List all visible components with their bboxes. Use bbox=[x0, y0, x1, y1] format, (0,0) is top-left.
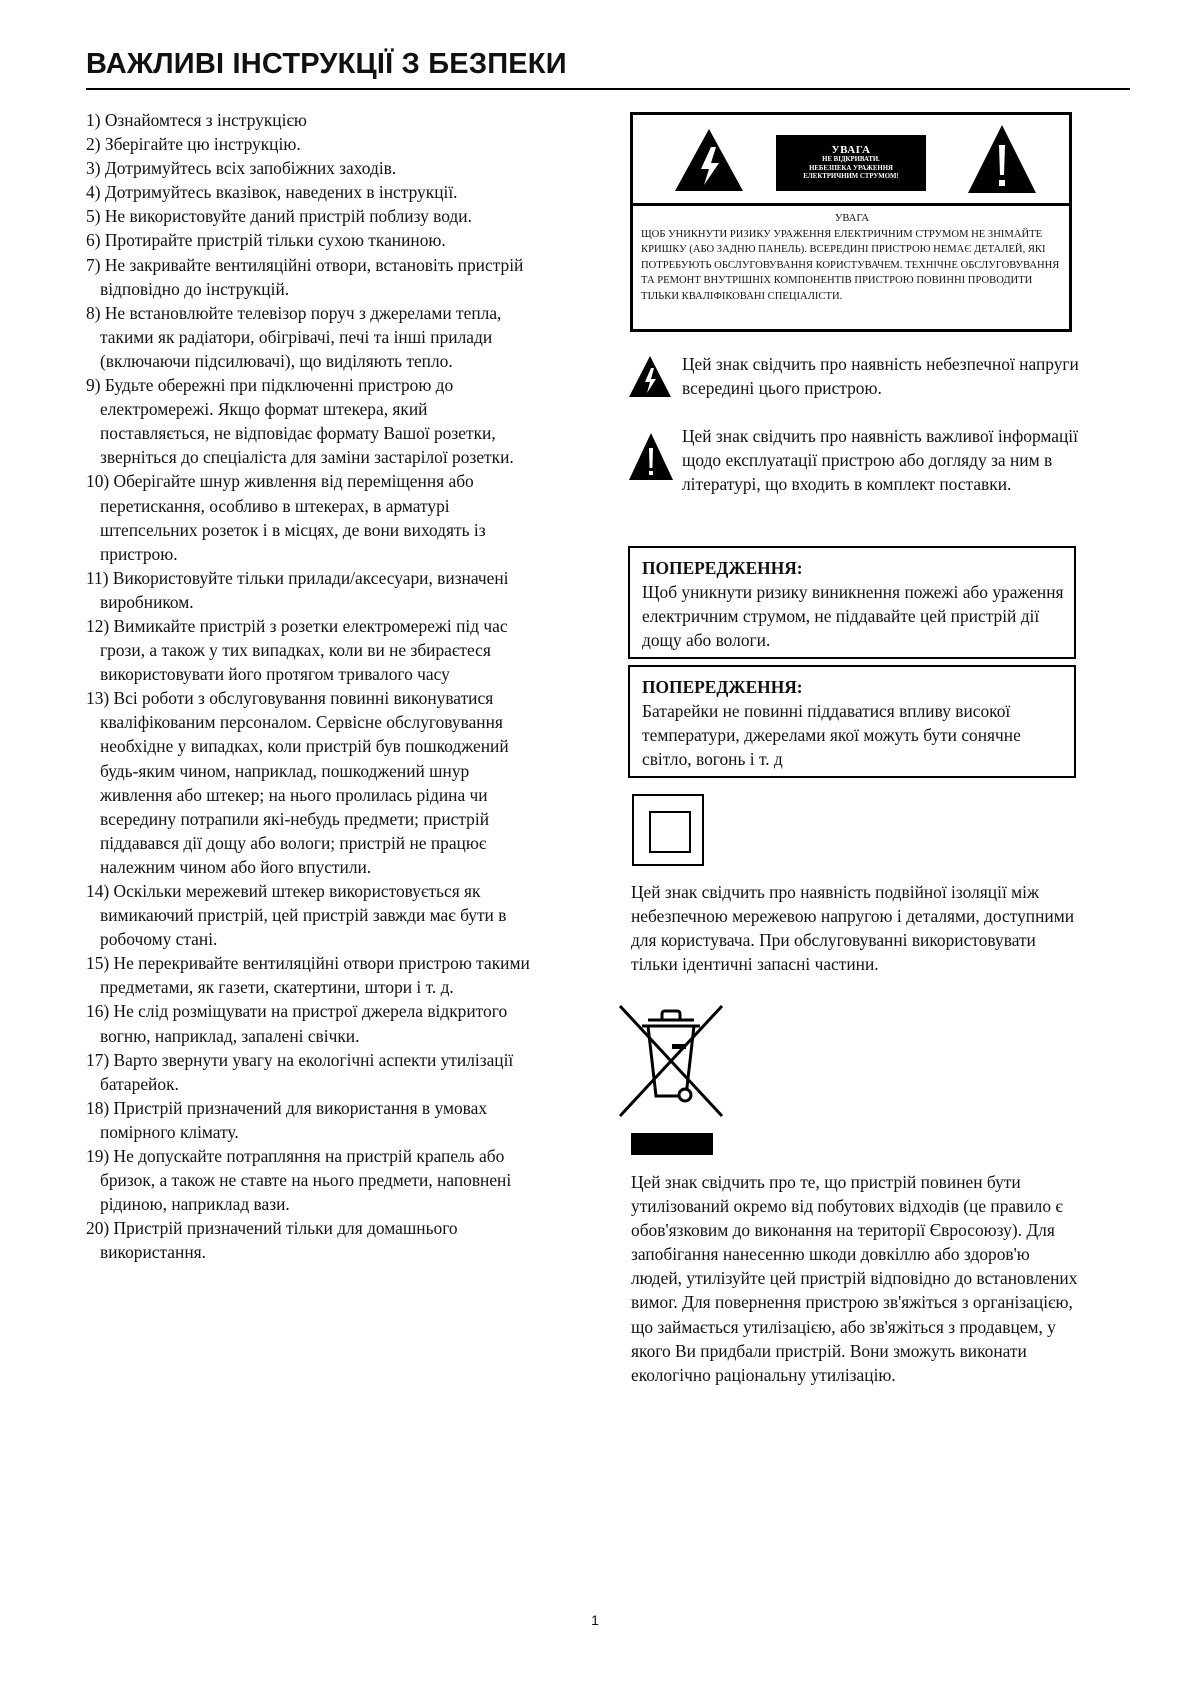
double-insulation-icon bbox=[632, 794, 704, 866]
instruction-item: 19) Не допускайте потрапляння на пристрій крапель або бризок, а також не ставте на нього предмети, наповнені рідиною, наприклад вази. bbox=[86, 1146, 512, 1215]
instruction-item: 4) Дотримуйтесь вказівок, наведених в інструкції. bbox=[86, 182, 458, 203]
instruction-item: 13) Всі роботи з обслуговування повинні виконуватися кваліфікованим персоналом. Сервісне обслуговування необхідне у випадках, коли пристрій був пошкоджений будь-яким чином, наприклад, пошкоджений шнур живлення або штекер; на нього пролилась рідина чи всередину потрапили які-небудь предмети; пристрій піддавався дії дощу або вологи; пристрій не працює належним чином або його впустили. bbox=[86, 688, 509, 877]
instructions-column bbox=[86, 108, 536, 1265]
caution-text: УВАГА ЩОБ УНИКНУТИ РИЗИКУ УРАЖЕННЯ ЕЛЕКТРИЧНИМ СТРУМОМ НЕ ЗНІМАЙТЕ КРИШКУ (АБО ЗАДНЮ ПАНЕЛЬ). ВСЕРЕДИНІ ПРИСТРОЮ НЕМАЄ ДЕТАЛЕЙ, ЯКІ ПОТРЕБУЮТЬ ОБСЛУГОВУВАННЯ КОРИСТУВАЧЕМ. ТЕХНІЧНЕ ОБСЛУГОВУВАННЯ ТА РЕМОНТ ВНУТРІШНІХ КОМПОНЕНТІВ ПРИСТРОЮ ПОВИННІ ПРОВОДИТИ ТІЛЬКИ КВАЛІФІКОВАНІ СПЕЦІАЛІСТИ. bbox=[641, 213, 1060, 302]
double-insulation-text: Цей знак свідчить про наявність подвійної ізоляції між небезпечною мережевою напругою і деталями, доступними для користувача. При обслуговуванні використовувати тільки ідентичні запасні частини. bbox=[631, 882, 1075, 975]
instruction-item: 20) Пристрій призначений тільки для домашнього використання. bbox=[86, 1218, 458, 1263]
page-title: ВАЖЛИВІ ІНСТРУКЦІЇ З БЕЗПЕКИ bbox=[86, 48, 567, 80]
instruction-item: 2) Зберігайте цю інструкцію. bbox=[86, 134, 301, 155]
lightning-triangle-icon bbox=[628, 355, 672, 399]
instruction-item: 12) Вимикайте пристрій з розетки електромережі під час грози, а також у тих випадках, коли ви не збираєтеся використовувати його протягом тривалого часу bbox=[86, 615, 508, 685]
instruction-item: 3) Дотримуйтесь всіх запобіжних заходів. bbox=[86, 158, 397, 179]
voltage-symbol-row: Цей знак свідчить про наявність небезпечної напруги всередині цього пристрою. bbox=[628, 352, 1098, 404]
instruction-item: 17) Варто звернути увагу на екологічні аспекти утилізації батарейок. bbox=[86, 1049, 514, 1094]
page-number: 1 bbox=[591, 1612, 599, 1628]
instruction-item: 16) Не слід розміщувати на пристрої джерела відкритого вогню, наприклад, запалені свічки. bbox=[86, 1001, 508, 1046]
instruction-item: 8) Не встановлюйте телевізор поруч з джерелами тепла, такими як радіатори, обігрівачі, печі та інші прилади (включаючи підсилювачі), що виділяють тепло. bbox=[86, 302, 502, 371]
warning-box-battery: ПОПЕРЕДЖЕННЯ: Батарейки не повинні піддаватися впливу високої температури, джерелами якої можуть бути сонячне світло, вогонь і т. д bbox=[628, 665, 1076, 778]
crossed-bin-icon bbox=[618, 1004, 724, 1120]
exclamation-triangle-icon bbox=[628, 432, 674, 482]
caution-box bbox=[630, 112, 1072, 332]
instruction-item: 15) Не перекривайте вентиляційні отвори пристрою такими предметами, як газети, скатертини, штори і т. д. bbox=[86, 953, 530, 998]
instruction-item: 10) Оберігайте шнур живлення від переміщення або перетискання, особливо в штекерах, в арматурі штепсельних розеток і в місцях, де вони виходять із пристрою. bbox=[86, 471, 486, 564]
caution-header bbox=[633, 115, 1069, 203]
instruction-item: 11) Використовуйте тільки прилади/аксесуари, визначені виробником. bbox=[86, 567, 509, 612]
instruction-item: 5) Не використовуйте даний пристрій поблизу води. bbox=[86, 206, 472, 227]
warning-box-rain: ПОПЕРЕДЖЕННЯ: Щоб уникнути ризику виникнення пожежі або ураження електричним струмом, не піддавайте цей пристрій дії дощу або вологи. bbox=[628, 546, 1076, 659]
title-divider bbox=[86, 88, 1130, 90]
lightning-triangle-icon bbox=[673, 127, 745, 193]
exclamation-triangle-icon bbox=[966, 123, 1038, 195]
instruction-item: 18) Пристрій призначений для використання в умовах помірного клімату. bbox=[86, 1097, 488, 1142]
weee-text: Цей знак свідчить про те, що пристрій повинен бути утилізований окремо від побутових відходів (це правило є обов'язковим до виконання на території Євросоюзу). Для запобігання нанесенню шкоди довкіллю або здоров'ю людей, утилізуйте цей пристрій відповідно до встановлених вимог. Для повернення пристрою зв'яжіться з організацією, що займається утилізацією, або зв'яжіться з продавцем, у якого Ви придбали пристрій. Вони зможуть виконати екологічно раціональну утилізацію. bbox=[631, 1172, 1078, 1385]
instruction-item: 9) Будьте обережні при підключенні пристрою до електромережі. Якщо формат штекера, який поставляється, не відповідає формату Вашої розетки, зверніться до спеціаліста для заміни застарілої розетки. bbox=[86, 375, 514, 468]
weee-bar bbox=[631, 1133, 713, 1155]
info-symbol-row: Цей знак свідчить про наявність важливої інформації щодо експлуатації пристрою або догляду за ним в літературі, що входить в комплект поставки. bbox=[628, 424, 1098, 524]
instruction-item: 14) Оскільки мережевий штекер використовується як вимикаючий пристрій, цей пристрій завжди має бути в робочому стані. bbox=[86, 881, 507, 950]
instruction-item: 7) Не закривайте вентиляційні отвори, встановіть пристрій відповідно до інструкцій. bbox=[86, 254, 524, 299]
instruction-item: 1) Ознайомтеся з інструкцією bbox=[86, 110, 307, 130]
caution-label: УВАГА НЕ ВІДКРИВАТИ. НЕБЕЗПЕКА УРАЖЕННЯ ЕЛЕКТРИЧНИМ СТРУМОМ! bbox=[776, 135, 926, 191]
instruction-item: 6) Протирайте пристрій тільки сухою тканиною. bbox=[86, 230, 446, 251]
instructions-list bbox=[86, 108, 536, 1265]
